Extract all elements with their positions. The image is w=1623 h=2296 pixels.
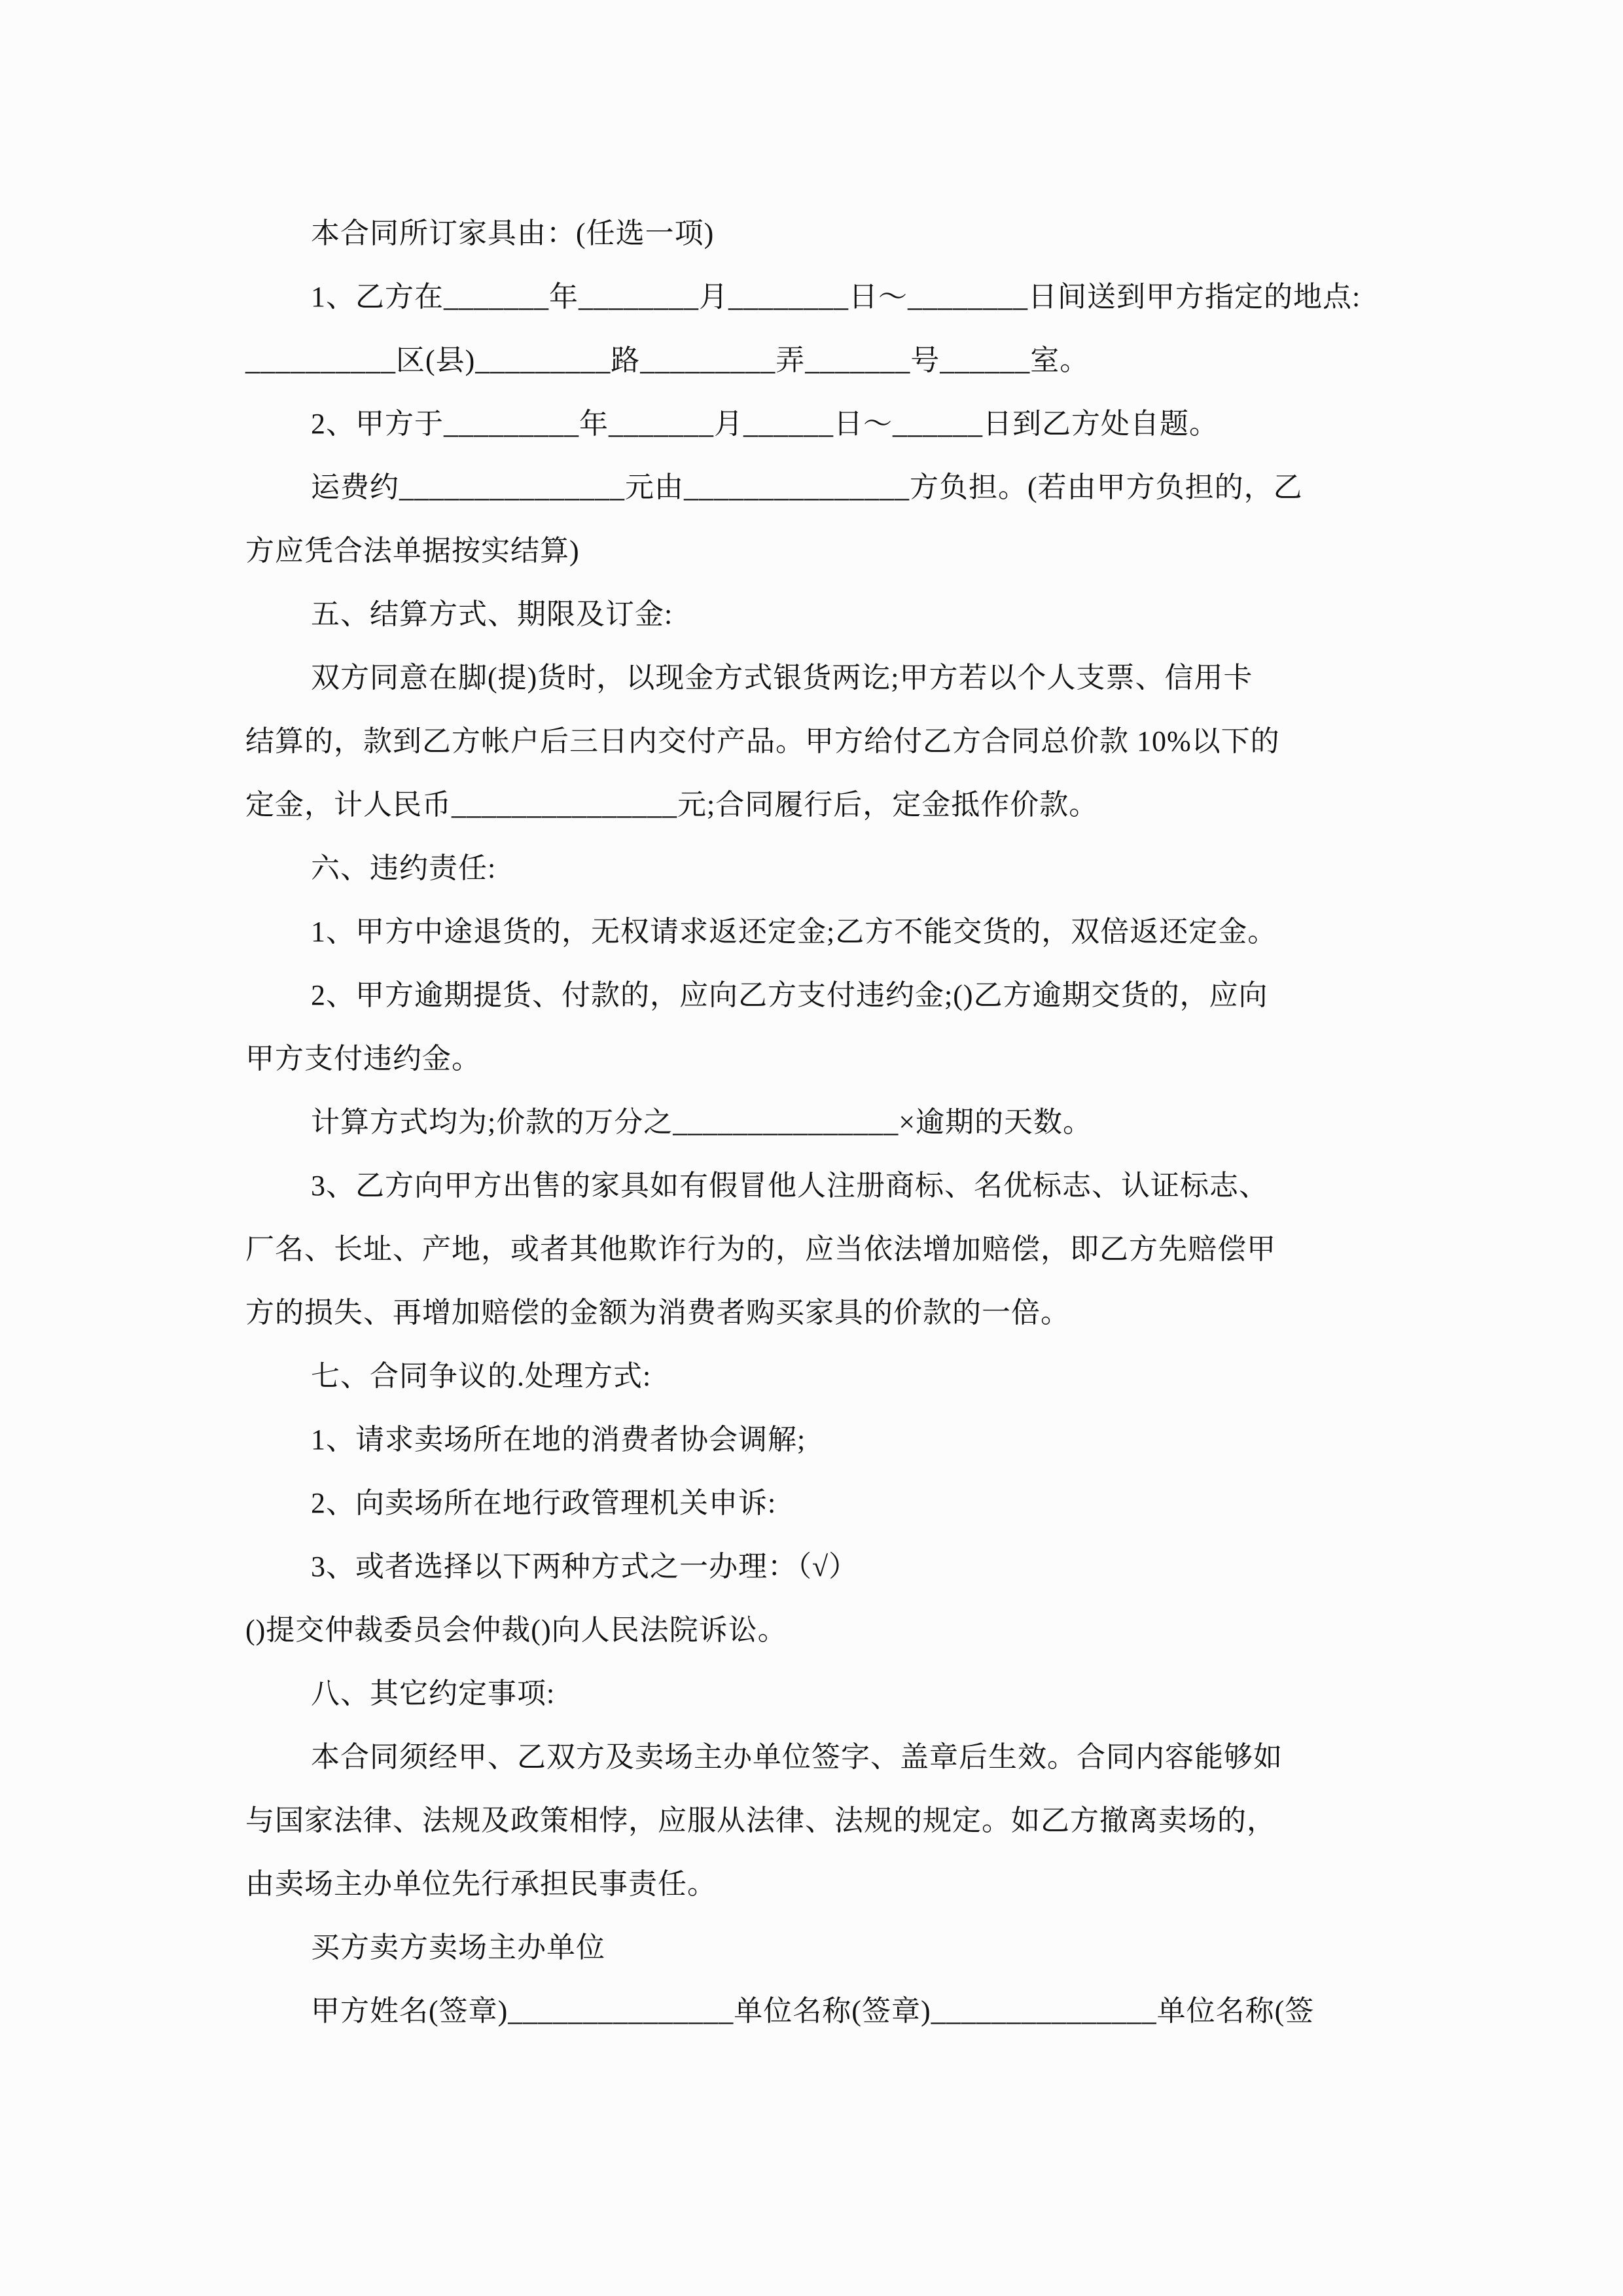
text-line: 3、乙方向甲方出售的家具如有假冒他人注册商标、名优标志、认证标志、 — [311, 1170, 1268, 1202]
text-line: 双方同意在脚(提)货时，以现金方式银货两讫;甲方若以个人支票、信用卡 — [311, 662, 1253, 694]
text-line: 2、甲方于_________年_______月______日～______日到乙方处自题。 — [311, 408, 1219, 440]
text-line: 结算的，款到乙方帐户后三日内交付产品。甲方给付乙方合同总价款 10%以下的 — [245, 725, 1280, 757]
text-line: 厂名、长址、产地，或者其他欺诈行为的，应当依法增加赔偿，即乙方先赔偿甲 — [245, 1233, 1276, 1265]
text-line: 2、甲方逾期提货、付款的，应向乙方支付违约金;()乙方逾期交货的，应向 — [311, 979, 1268, 1011]
text-line: __________区(县)_________路_________弄_______号______室。 — [245, 344, 1090, 376]
text-line: 七、合同争议的.处理方式: — [311, 1360, 652, 1392]
text-line: 运费约_______________元由_______________方负担。(若由甲方负担的，乙 — [311, 471, 1303, 503]
text-line: 甲方支付违约金。 — [245, 1043, 481, 1075]
text-line: 定金，计人民币_______________元;合同履行后，定金抵作价款。 — [245, 789, 1099, 821]
text-line: 买方卖方卖场主办单位 — [311, 1931, 605, 1964]
document-body — [245, 202, 1387, 2043]
text-line: 1、请求卖场所在地的消费者协会调解; — [311, 1424, 806, 1456]
text-line: 1、乙方在_______年________月________日～________日间送到甲方指定的地点: — [311, 281, 1361, 313]
text-line: 2、向卖场所在地行政管理机关申诉: — [311, 1487, 777, 1519]
text-line: 与国家法律、法规及政策相悖，应服从法律、法规的规定。如乙方撤离卖场的， — [245, 1804, 1276, 1837]
text-line: 五、结算方式、期限及订金: — [311, 598, 673, 630]
text-line: 方应凭合法单据按实结算) — [245, 535, 580, 567]
text-line: 1、甲方中途退货的，无权请求返还定金;乙方不能交货的，双倍返还定金。 — [311, 916, 1277, 948]
text-line: 方的损失、再增加赔偿的金额为消费者购买家具的价款的一倍。 — [245, 1297, 1070, 1329]
text-line: 八、其它约定事项: — [311, 1677, 556, 1710]
text-line: 甲方姓名(签章)_______________单位名称(签章)_______________单位名称(签 — [311, 1995, 1315, 2027]
text-line: 3、或者选择以下两种方式之一办理：（√） — [311, 1551, 859, 1583]
text-line: 计算方式均为;价款的万分之_______________×逾期的天数。 — [311, 1106, 1093, 1138]
text-line: 六、违约责任: — [311, 852, 497, 884]
text-line: ()提交仲裁委员会仲裁()向人民法院诉讼。 — [245, 1614, 787, 1646]
text-line: 本合同须经甲、乙双方及卖场主办单位签字、盖章后生效。合同内容能够如 — [311, 1741, 1283, 1773]
text-line: 本合同所订家具由：(任选一项) — [311, 217, 715, 249]
text-line: 由卖场主办单位先行承担民事责任。 — [245, 1868, 717, 1900]
